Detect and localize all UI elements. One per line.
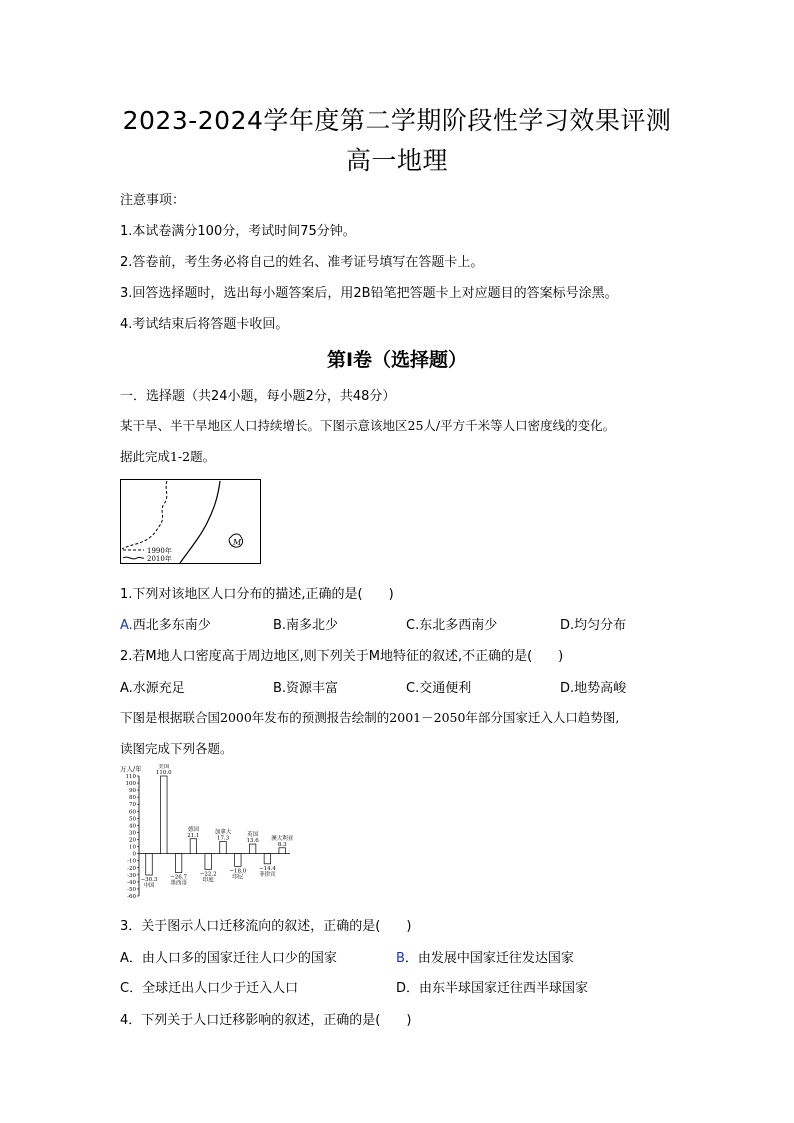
value-label: −18.0 xyxy=(229,868,247,875)
population-density-map xyxy=(120,479,262,565)
section-title: 第Ⅰ卷（选择题） xyxy=(326,349,468,371)
value-label: 21.1 xyxy=(187,832,200,839)
y-tick-label: 110 xyxy=(125,774,136,780)
y-tick-label: 0 xyxy=(132,851,136,858)
y-tick-label: 60 xyxy=(129,809,136,816)
q1-option-d[interactable]: D.均匀分布 xyxy=(560,618,627,633)
exam-title: 2023-2024学年度第二学期阶段性学习效果评测 xyxy=(122,106,672,135)
value-label: 110.0 xyxy=(155,770,172,776)
legend-label-2010: 2010年 xyxy=(147,555,172,563)
migration-bar-chart xyxy=(118,764,298,902)
category-label: 印度 xyxy=(202,877,214,884)
bar xyxy=(249,844,256,854)
category-label: 英国 xyxy=(247,832,259,839)
category-label: 墨西哥 xyxy=(170,880,187,887)
q1-option-b[interactable]: B.南多北少 xyxy=(273,618,339,633)
bar xyxy=(161,776,168,854)
value-label: 13.6 xyxy=(246,838,259,845)
y-tick-label: -50 xyxy=(127,886,136,893)
y-tick-label: 50 xyxy=(129,816,136,823)
notice-item: 1.本试卷满分100分，考试时间75分钟。 xyxy=(120,224,356,239)
question-2-stem: 2.若M地人口密度高于周边地区,则下列关于M地特征的叙述,不正确的是( ) xyxy=(120,649,564,664)
notice-item: 4.考试结束后将答题卡收回。 xyxy=(120,317,289,332)
category-label: 德国 xyxy=(187,826,199,833)
y-tick-label: 40 xyxy=(129,823,136,830)
y-tick-label: -20 xyxy=(127,865,136,872)
q3-option-d[interactable]: D．由东半球国家迁往西半球国家 xyxy=(396,981,589,996)
value-label: −30.3 xyxy=(140,877,158,884)
value-label: −26.7 xyxy=(170,874,188,881)
bar xyxy=(190,839,197,854)
part-heading: 一．选择题（共24小题，每小题2分，共48分） xyxy=(120,389,396,404)
y-tick-label: 100 xyxy=(125,781,136,788)
category-label: 印尼 xyxy=(232,874,244,881)
q3-option-b[interactable]: B．由发展中国家迁往发达国家 xyxy=(396,951,574,966)
q2-option-a[interactable]: A.水源充足 xyxy=(120,681,185,696)
subject-title: 高一地理 xyxy=(345,146,448,175)
y-tick-label: 20 xyxy=(129,837,136,844)
y-tick-label: 90 xyxy=(129,788,136,795)
value-label: 17.3 xyxy=(216,835,230,842)
question-3-stem: 3．关于图示人口迁移流向的叙述，正确的是( ) xyxy=(120,919,412,934)
category-label: 菲律宾 xyxy=(259,871,276,878)
value-label: −22.2 xyxy=(199,871,217,878)
q2-option-c[interactable]: C.交通便利 xyxy=(406,681,472,696)
intro-text: 下图是根据联合国2000年发布的预测报告绘制的2001－2050年部分国家迁入人口趋势图, xyxy=(120,710,620,725)
bar xyxy=(264,854,271,864)
value-label: 8.3 xyxy=(277,841,287,848)
bar xyxy=(279,848,286,854)
bar xyxy=(175,854,182,873)
value-label: −14.4 xyxy=(258,865,276,872)
y-tick-label: 80 xyxy=(129,795,136,802)
intro-text: 某干旱、半干旱地区人口持续增长。下图示意该地区25人/平方千米等人口密度线的变化。 xyxy=(120,418,616,433)
y-tick-label: -30 xyxy=(127,872,136,879)
bar xyxy=(235,854,242,867)
intro-text: 据此完成1-2题。 xyxy=(120,449,216,464)
question-4-stem: 4．下列关于人口迁移影响的叙述，正确的是( ) xyxy=(120,1013,412,1028)
y-tick-label: 10 xyxy=(129,844,136,851)
q2-option-d[interactable]: D.地势高峻 xyxy=(560,681,627,696)
q3-option-c[interactable]: C．全球迁出人口少于迁入人口 xyxy=(120,981,299,996)
map-frame xyxy=(121,480,261,564)
notice-heading: 注意事项： xyxy=(120,193,186,208)
q1-option-c[interactable]: C.东北多西南少 xyxy=(406,618,498,633)
notice-item: 2.答卷前，考生务必将自己的姓名、准考证号填写在答题卡上。 xyxy=(120,255,484,270)
q3-option-a[interactable]: A．由人口多的国家迁往人口少的国家 xyxy=(120,951,337,966)
bar xyxy=(205,854,212,870)
y-tick-label: 70 xyxy=(129,802,136,809)
question-1-stem: 1.下列对该地区人口分布的描述,正确的是( ) xyxy=(120,587,394,602)
y-axis-label: 万人/年 xyxy=(120,765,142,773)
y-tick-label: -40 xyxy=(127,879,136,886)
m-label: M xyxy=(233,538,242,547)
notice-item: 3.回答选择题时，选出每小题答案后，用2B铅笔把答题卡上对应题目的答案标号涂黑。 xyxy=(120,286,618,301)
y-tick-label: -10 xyxy=(127,858,136,865)
category-label: 加拿大 xyxy=(214,829,232,836)
category-label: 美国 xyxy=(158,764,170,770)
bar xyxy=(220,841,227,853)
intro-text: 读图完成下列各题。 xyxy=(120,741,233,756)
q1-option-a[interactable]: A.西北多东南少 xyxy=(120,618,211,633)
y-tick-label: -60 xyxy=(127,894,136,900)
y-tick-label: 30 xyxy=(129,830,136,837)
q2-option-b[interactable]: B.资源丰富 xyxy=(273,681,339,696)
category-label: 澳大利亚 xyxy=(271,835,294,842)
bar xyxy=(146,854,153,875)
category-label: 中国 xyxy=(143,883,155,890)
legend-label-1990: 1990年 xyxy=(147,547,172,555)
